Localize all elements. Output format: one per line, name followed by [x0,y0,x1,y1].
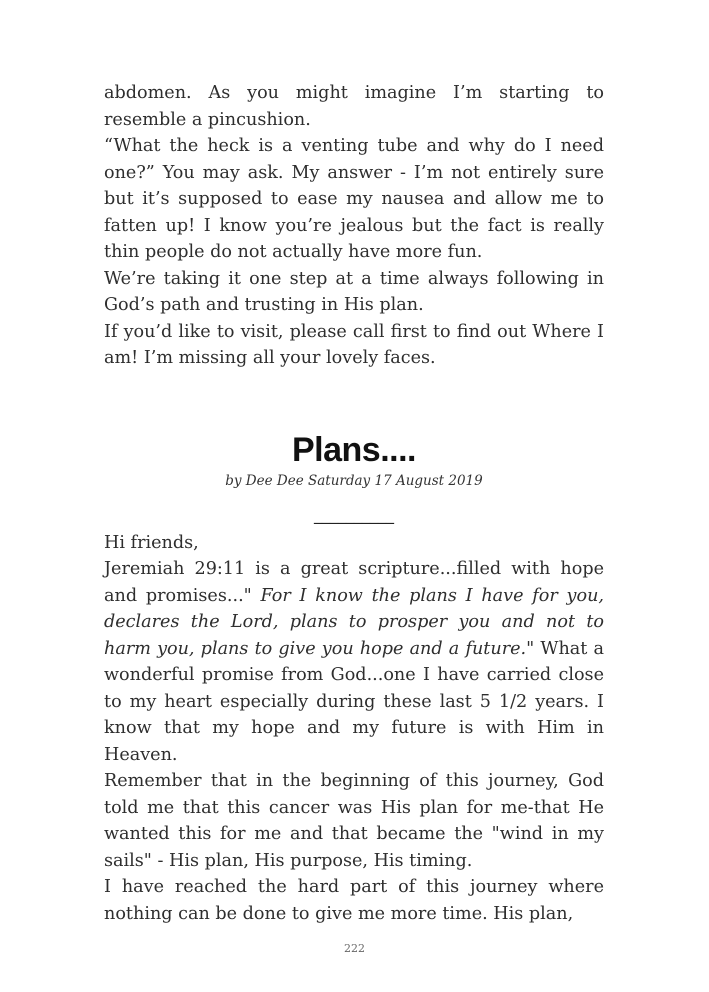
page-content [104,80,604,927]
intro-paragraph-3: We’re taking it one step at a time always following in God’s path and trusting in His plan. [104,268,604,315]
intro-paragraph-1: abdomen. As you might imagine I’m starting to resemble a pincushion. [104,83,604,130]
article-paragraph-1 [104,556,604,768]
scripture-quote: For I know the plans I have for you, declares the Lord, plans to prosper you and not to harm you, plans to give you hope and a future." [104,585,604,659]
section-spacer [104,372,604,430]
greeting: Hi friends, [104,532,199,553]
article-body [104,530,604,928]
intro-paragraph-4: If you’d like to visit, please call first to find out Where I am! I’m missing all your lovely faces. [104,321,604,368]
article-title: Plans.... [292,430,416,469]
article-paragraph-3: I have reached the hard part of this journey where nothing can be done to give me more time. His plan, [104,877,604,924]
article-byline: by Dee Dee Saturday 17 August 2019 [225,472,483,489]
page-number: 222 [344,942,365,955]
divider-line: __________ [314,504,394,524]
scripture-tail: What a wonderful promise from God...one I have carried close to my heart especially during these last 5 1/2 years. I know that my hope and my future is with Him in Heaven. [104,638,604,765]
intro-paragraph-2: “What the heck is a venting tube and why do I need one?” You may ask. My answer - I’m not entirely sure but it’s supposed to ease my nausea and allow me to fatten up! I know you’re jealous but the fact is really thin people do not actually have more fun. [104,136,604,262]
scripture-lead: Jeremiah 29:11 is a great scripture...filled with hope and promises..." [104,559,604,606]
article-paragraph-2: Remember that in the beginning of this journey, God told me that this cancer was His plan for me-that He wanted this for me and that became the "wind in my sails" - His plan, His purpose, His timing. [104,771,604,871]
